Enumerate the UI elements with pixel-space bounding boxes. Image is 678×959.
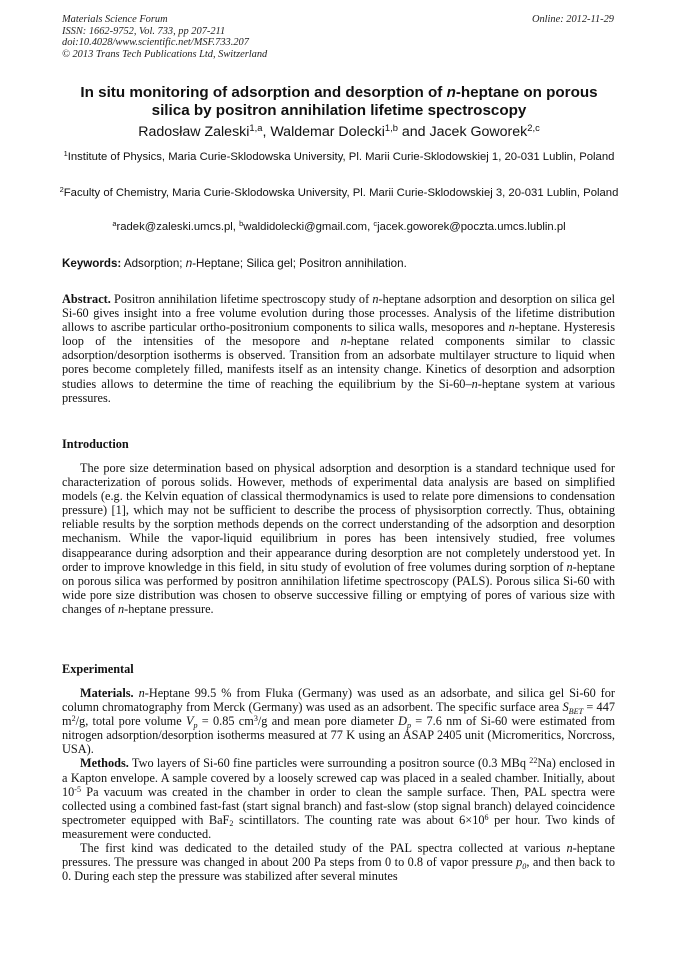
journal-header xyxy=(62,14,267,60)
exp-text: Na) enclosed in a Kapton envelope. A sample covered by a loosely screwed cap was placed in a sealed chamber. Initially, about 10 xyxy=(62,756,615,799)
abstract xyxy=(62,292,615,405)
exp-sup: 2 xyxy=(71,714,76,724)
affiliation-2 xyxy=(52,185,626,202)
symbol-d-sub: p xyxy=(406,720,412,730)
abstract-text: Positron annihilation lifetime spectroscopy study of xyxy=(110,292,373,306)
author-3: and Jacek Goworek xyxy=(397,124,528,140)
symbol-s: S xyxy=(562,700,569,715)
author-1-sup: 1,a xyxy=(249,123,263,134)
abstract-text: -heptane system at various pressures. xyxy=(62,376,615,405)
abstract-text: -heptane. Hysteresis loop of the intensities of the mesopore and xyxy=(62,320,615,349)
keywords xyxy=(62,257,407,271)
methods-label: Methods. xyxy=(80,756,129,771)
methods-paragraph xyxy=(62,756,615,841)
affiliation-1-num: 1 xyxy=(63,149,68,159)
paper-title xyxy=(40,84,638,120)
online-date: Online: 2012-11-29 xyxy=(531,14,614,25)
introduction-body xyxy=(62,461,615,616)
keywords-text: -Heptane; Silica gel; Positron annihilation. xyxy=(192,257,407,270)
experimental-body xyxy=(62,686,615,883)
author-2: , Waldemar Dolecki xyxy=(262,124,385,140)
doi-line: doi:10.4028/www.scientific.net/MSF.733.207 xyxy=(62,37,249,48)
exp-sup: 3 xyxy=(253,714,258,724)
title-italic-n: n xyxy=(446,84,456,101)
exp-text: = 7.6 nm of Si-60 were estimated from nitrogen adsorption/desorption isotherms measured at 77 K using an ASAP 2405 unit (Micromeritics, Norcross, USA). xyxy=(62,714,616,757)
materials-paragraph xyxy=(62,686,615,756)
keywords-label: Keywords: xyxy=(62,257,122,270)
exp-text: = 447 m xyxy=(62,700,615,729)
title-part: -heptane on porous xyxy=(455,84,598,101)
copyright-line: © 2013 Trans Tech Publications Ltd, Switzerland xyxy=(62,48,268,60)
exp-sup: 6 xyxy=(484,812,489,822)
intro-text: -heptane on porous silica was performed by positron annihilation lifetime spectroscopy (PALS). Porous silica Si-60 with wide pore size distribution was chosen to observe successive filling or emptying of pores of various size with changes of xyxy=(62,559,615,616)
introduction-heading: Introduction xyxy=(62,437,129,451)
symbol-v: V xyxy=(185,714,194,729)
exp-sub: 2 xyxy=(229,819,234,829)
author-emails xyxy=(40,220,638,234)
exp-text: Pa vacuum was created in the chamber in order to clean the sample surface. Then, PAL spectra were collected using a combined fast-fast (start signal branch) and fast-slow (stop signal branch) delayed coincidence spectrometer equipped with BaF xyxy=(62,784,615,827)
symbol-p: p xyxy=(516,855,523,870)
italic-n: n xyxy=(471,376,478,391)
exp-text: , and then back to 0. During each step the pressure was stabilized after several minutes xyxy=(62,855,615,884)
email-b-sup: b xyxy=(239,219,244,229)
exp-text: scintillators. The counting rate was about 6×10 xyxy=(233,812,485,827)
author-3-sup: 2,c xyxy=(527,123,540,134)
symbol-s-sub: BET xyxy=(568,706,584,716)
italic-n: n xyxy=(138,686,145,700)
italic-n: n xyxy=(566,559,573,574)
author-list xyxy=(40,123,638,141)
affiliation-1-text: Institute of Physics, Maria Curie-Sklodowska University, Pl. Marii Curie-Sklodowskiej 1, 20-031 Lublin, Poland xyxy=(67,151,615,163)
exp-text: The first kind was dedicated to the detailed study of the PAL spectra collected at various xyxy=(80,841,567,856)
abstract-label: Abstract. xyxy=(62,292,111,306)
email-a[interactable]: radek@zaleski.umcs.pl, xyxy=(116,221,240,233)
abstract-text: -heptane related components similar to classic adsorption/desorption isotherms is observed. Transition from an adsorbate multilayer structure to liquid when pores become completely filled, manifests itself as an intensity change. Kinetics of desorption and adsorption studies allows to determine the time of reaching the equilibrium by the Si-60– xyxy=(62,334,615,391)
abstract-text: -heptane adsorption and desorption on silica gel Si-60 gives insight into a free volume evolution during those processes. Analysis of the lifetime distribution allows to ascribe particular ortho-positronium components to silica walls, mesopores and xyxy=(62,292,615,335)
author-1: Radosław Zaleski xyxy=(138,124,250,140)
exp-sup: -5 xyxy=(74,784,82,794)
keywords-italic-n: n xyxy=(185,257,193,270)
exp-text: -heptane pressures. The pressure was changed in about 200 Pa steps from 0 to 0.8 of vapor pressure xyxy=(62,841,615,870)
italic-n: n xyxy=(508,320,515,335)
email-b[interactable]: waldidolecki@gmail.com, xyxy=(243,221,374,233)
email-c-sup: c xyxy=(373,219,378,229)
email-c[interactable]: jacek.goworek@poczta.umcs.lublin.pl xyxy=(377,221,566,233)
keywords-text: Adsorption; xyxy=(121,257,186,270)
exp-text: -Heptane 99.5 % from Fluka (Germany) was used as an adsorbate, and silica gel Si-60 for column chromatography from Merck (Germany) was used as an adsorbent. The specific surface area xyxy=(62,686,615,715)
exp-sup: 22 xyxy=(529,756,538,766)
italic-n: n xyxy=(118,601,125,616)
symbol-d: D xyxy=(398,714,407,729)
affiliation-2-num: 2 xyxy=(59,185,64,195)
journal-name: Materials Science Forum xyxy=(62,14,168,25)
exp-text: = 0.85 cm xyxy=(197,714,254,729)
email-a-sup: a xyxy=(112,219,117,229)
title-part: In situ monitoring of adsorption and desorption of xyxy=(80,84,447,101)
title-line-2: silica by positron annihilation lifetime spectroscopy xyxy=(151,102,527,119)
affiliation-2-text: Faculty of Chemistry, Maria Curie-Sklodowska University, Pl. Marii Curie-Sklodowskiej 3, 20-031 Lublin, Poland xyxy=(63,187,619,199)
intro-text: -heptane pressure. xyxy=(124,601,214,616)
affiliation-1 xyxy=(52,149,626,166)
symbol-p-sub: 0 xyxy=(522,861,527,871)
italic-n: n xyxy=(372,292,379,306)
exp-text: /g, total pore volume xyxy=(75,714,186,729)
materials-label: Materials. xyxy=(80,686,134,700)
experimental-heading: Experimental xyxy=(62,662,134,676)
exp-text: Two layers of Si-60 fine particles were surrounding a positron source (0.3 MBq xyxy=(128,756,530,771)
exp-text: per hour. Two kinds of measurement were conducted. xyxy=(62,812,615,841)
italic-n: n xyxy=(340,334,347,349)
italic-n: n xyxy=(566,841,573,856)
author-2-sup: 1,b xyxy=(384,123,398,134)
symbol-v-sub: p xyxy=(193,720,198,730)
issn-line: ISSN: 1662-9752, Vol. 733, pp 207-211 xyxy=(62,25,226,37)
intro-text: The pore size determination based on physical adsorption and desorption is a standard technique used for characterization of porous solids. However, methods of experimental data analysis are based on simplified models (e.g. the Kelvin equation of classical thermodynamics is used to relate pore dimensions to condensation pressure) [1], which may not be sufficient to describe the process of physisorption correctly. Thus, obtaining reliable results by the sorption methods depends on the correct understanding of the adsorption and desorption mechanism. While the vapor-liquid equilibrium in pores has been intensively studied, free volumes disappearance during adsorption and their appearance during desorption are not completely understood yet. In order to improve knowledge in this field, in situ study of evolution of free volumes during sorption of xyxy=(62,461,615,574)
exp-text: /g and mean pore diameter xyxy=(257,714,399,729)
first-kind-paragraph xyxy=(62,841,615,883)
